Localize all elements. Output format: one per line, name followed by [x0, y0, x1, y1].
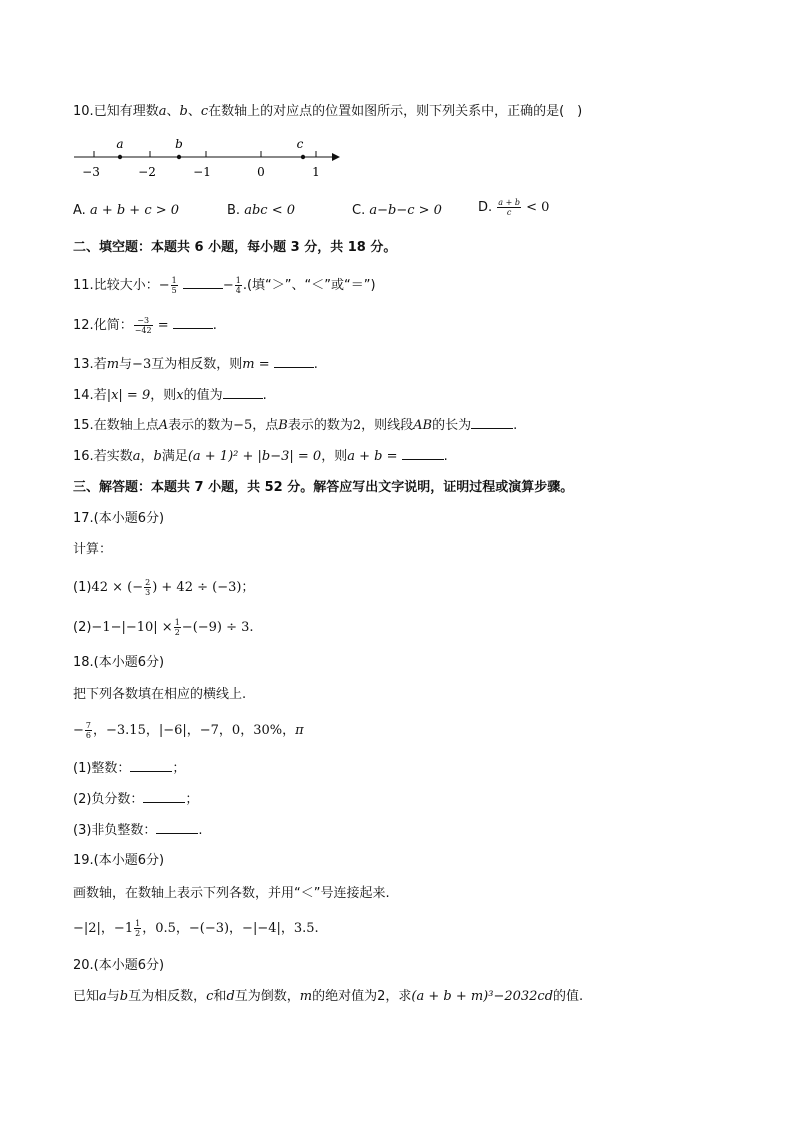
q11: 11.比较大小：− $\frac{1}{5}$ − $\frac{1}{4}$ .(填“＞”、“＜”或“＝”)	[73, 276, 376, 295]
answer-blank[interactable]	[223, 386, 263, 399]
answer-blank[interactable]	[471, 416, 513, 429]
option-b: B. abc < 0	[227, 203, 295, 218]
fraction: $\frac{a + b}{c}$	[498, 198, 520, 217]
tick-label: −2	[138, 165, 156, 179]
point-b	[177, 155, 181, 159]
answer-blank[interactable]	[183, 276, 223, 289]
q17-part2: (2)−1−|−10| × $\frac{1}{2}$ −(−9) ÷ 3.	[73, 618, 254, 637]
fraction: $\frac{2}{3}$	[145, 578, 151, 597]
q14: 14.若|x| = 9，则x的值为 .	[73, 388, 267, 403]
option-c: C. a−b−c > 0	[352, 203, 442, 218]
option-d: D. $\frac{a + b}{c}$ < 0	[478, 198, 550, 217]
point-a	[118, 155, 122, 159]
answer-blank[interactable]	[130, 759, 172, 772]
q18-intro: 把下列各数填在相应的横线上.	[73, 687, 247, 702]
fraction: $\frac{1}{2}$	[135, 919, 141, 938]
option-a: A. a + b + c > 0	[73, 203, 180, 218]
point-label-b: b	[175, 138, 183, 151]
fraction: $\frac{1}{4}$	[235, 276, 241, 295]
tick-label: 0	[257, 165, 265, 179]
q10-stem: 10.已知有理数a、b、c在数轴上的对应点的位置如图所示，则下列关系中，正确的是( )	[73, 104, 583, 119]
q19-head: 19.(本小题6分)	[73, 853, 165, 868]
q18-number-list: − $\frac{7}{6}$ ，−3.15，|−6|，−7，0，30%，π	[73, 721, 304, 740]
q17-head: 17.(本小题6分)	[73, 511, 165, 526]
fraction: $\frac{7}{6}$	[85, 721, 91, 740]
q13: 13.若m与−3互为相反数，则m = .	[73, 357, 318, 372]
q16: 16.若实数a，b满足(a + 1)² + |b−3| = 0，则a + b = .	[73, 449, 448, 464]
q20-head: 20.(本小题6分)	[73, 958, 165, 973]
q20-stem: 已知a与b互为相反数，c和d互为倒数，m的绝对值为2，求(a + b + m)³−2032cd的值.	[73, 989, 584, 1004]
answer-blank[interactable]	[173, 316, 213, 329]
answer-blank[interactable]	[156, 821, 198, 834]
answer-blank[interactable]	[402, 447, 444, 460]
tick-label: −3	[82, 165, 100, 179]
q18-sub1: (1)整数： ；	[73, 761, 186, 776]
q18-sub3: (3)非负整数： .	[73, 823, 203, 838]
answer-blank[interactable]	[143, 790, 185, 803]
point-c	[301, 155, 305, 159]
q12: 12.化简： $\frac{-3}{-42}$ = .	[73, 316, 217, 335]
answer-blank[interactable]	[274, 355, 314, 368]
tick-label: −1	[193, 165, 211, 179]
q17-intro: 计算：	[73, 542, 113, 557]
point-label-c: c	[296, 138, 304, 151]
arrow-icon	[332, 153, 340, 161]
section-3-title: 三、解答题：本题共 7 小题，共 52 分。解答应写出文字说明，证明过程或演算步骤。	[73, 480, 574, 495]
q18-head: 18.(本小题6分)	[73, 655, 165, 670]
fraction: $\frac{1}{2}$	[174, 618, 180, 637]
q15: 15.在数轴上点A表示的数为−5，点B表示的数为2，则线段AB的长为 .	[73, 418, 518, 433]
number-line-figure	[70, 138, 370, 188]
point-label-a: a	[116, 138, 124, 151]
section-2-title: 二、填空题：本题共 6 小题，每小题 3 分，共 18 分。	[73, 240, 397, 255]
tick-label: 1	[312, 165, 320, 179]
q17-part1: (1)42 × (− $\frac{2}{3}$ ) + 42 ÷ (−3)；	[73, 578, 255, 597]
fraction: $\frac{1}{5}$	[171, 276, 177, 295]
q18-sub2: (2)负分数： ；	[73, 792, 199, 807]
q19-number-list: −|2|，−1 $\frac{1}{2}$ ，0.5，−(−3)，−|−4|，3.5.	[73, 919, 319, 938]
q19-intro: 画数轴，在数轴上表示下列各数，并用“＜”号连接起来.	[73, 886, 390, 901]
fraction: $\frac{-3}{-42}$	[134, 316, 152, 335]
